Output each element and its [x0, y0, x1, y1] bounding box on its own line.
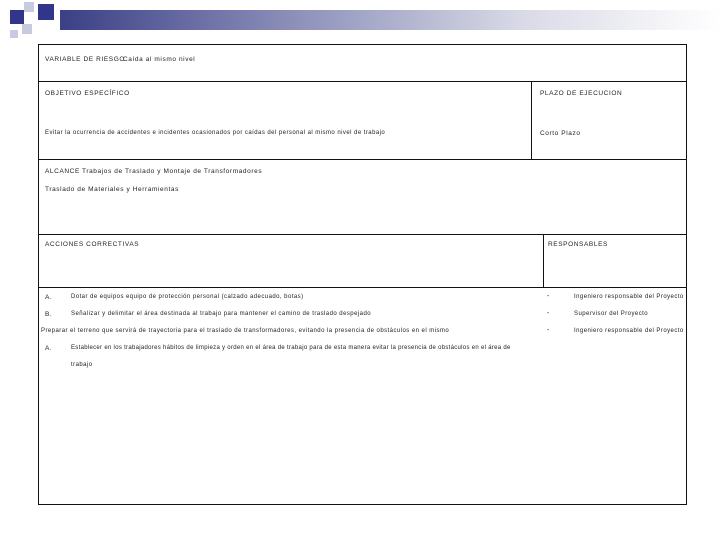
- deadline-value: Corto Plazo: [540, 130, 581, 137]
- row-divider: [39, 287, 686, 288]
- actions-header: ACCIONES CORRECTIVAS: [45, 241, 140, 248]
- row-divider: [39, 234, 686, 235]
- variable-label: VARIABLE DE RIESGO: [45, 56, 126, 63]
- scope-label: ALCANCE: [45, 168, 80, 175]
- header-gradient-band: [60, 10, 720, 30]
- responsible-bullet: -: [547, 293, 550, 300]
- decor-square: [10, 10, 24, 24]
- action-text: Preparar el terreno que servirá de trayectoria para el traslado de transformadores, evitando la presencia de obstáculos en el mismo: [41, 328, 450, 334]
- risk-form: [38, 44, 687, 505]
- row-divider: [39, 81, 686, 82]
- decor-square: [22, 24, 32, 34]
- responsible-text: Supervisor del Proyecto: [574, 311, 649, 317]
- action-text-continued: trabajo: [71, 362, 93, 368]
- objective-label: OBJETIVO ESPECÍFICO: [45, 90, 130, 97]
- decor-square: [38, 4, 54, 20]
- variable-value: Caída al mismo nivel: [123, 56, 196, 63]
- responsible-text: Ingeniero responsable del Proyecto: [574, 294, 684, 300]
- objective-text: Evitar la ocurrencia de accidentes e incidentes ocasionados por caídas del personal al mismo nivel de trabajo: [45, 130, 386, 136]
- responsible-bullet: -: [547, 310, 550, 317]
- row-divider: [39, 159, 686, 160]
- action-marker: A.: [45, 345, 53, 352]
- responsible-text: Ingeniero responsable del Proyecto: [574, 328, 684, 334]
- action-text: Establecer en los trabajadores hábitos de limpieza y orden en el área de trabajo para de esta manera evitar la presencia de obstáculos en el área de: [71, 345, 511, 351]
- action-marker: B.: [45, 311, 53, 318]
- action-text: Dotar de equipos equipo de protección personal (calzado adecuado, botas): [71, 294, 304, 300]
- deadline-label: PLAZO DE EJECUCION: [540, 90, 623, 97]
- column-divider: [543, 234, 544, 287]
- column-divider: [531, 81, 532, 159]
- action-text: Señalizar y delimitar el área destinada al trabajo para mantener el camino de traslado despejado: [71, 311, 372, 317]
- action-marker: A.: [45, 294, 53, 301]
- scope-line-2: Traslado de Materiales y Herramientas: [45, 186, 179, 193]
- decor-square: [10, 30, 18, 38]
- scope-line-1: Trabajos de Traslado y Montaje de Transformadores: [82, 168, 263, 175]
- responsibles-header: RESPONSABLES: [548, 241, 608, 248]
- responsible-bullet: -: [547, 327, 550, 334]
- decor-square: [24, 2, 34, 12]
